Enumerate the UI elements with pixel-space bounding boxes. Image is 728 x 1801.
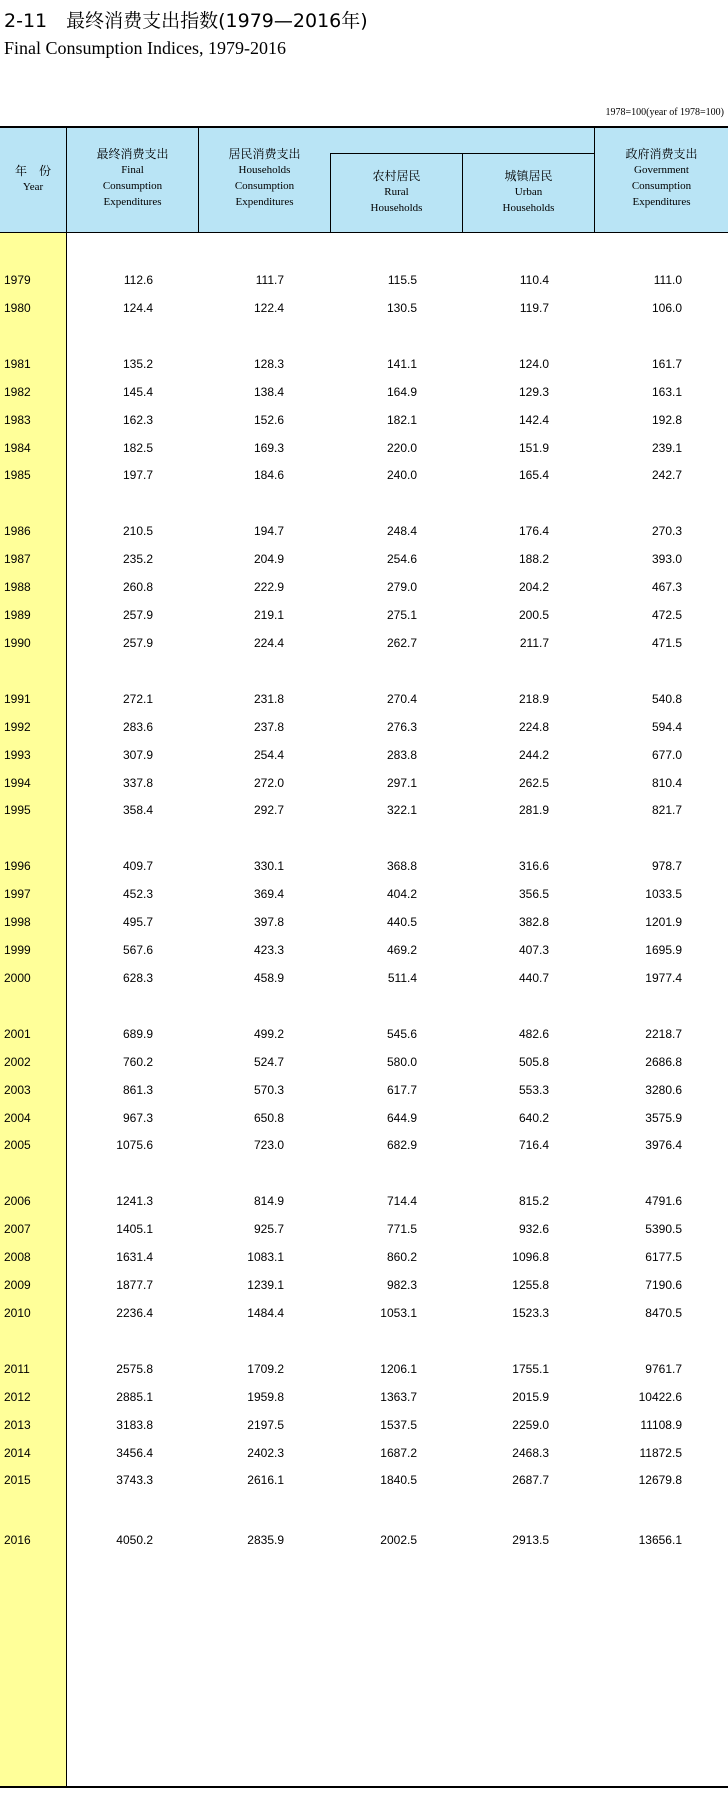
year-cell: 2001 (4, 1026, 31, 1041)
rural-households-cell: 860.2 (386, 1250, 417, 1265)
year-cell: 1982 (4, 384, 31, 399)
table-row (0, 1025, 728, 1045)
households-consumption-cell: 1959.8 (247, 1389, 284, 1404)
rural-households-cell: 617.7 (386, 1082, 417, 1097)
final-consumption-cell: 272.1 (122, 691, 153, 706)
final-consumption-cell: 689.9 (122, 1026, 153, 1041)
households-consumption-cell: 237.8 (253, 719, 284, 734)
year-cell: 1993 (4, 747, 31, 762)
urban-households-cell: 2468.3 (512, 1445, 549, 1460)
government-consumption-cell: 821.7 (651, 803, 682, 818)
households-consumption-cell: 330.1 (253, 859, 284, 874)
rural-households-cell: 644.9 (386, 1110, 417, 1125)
unit-note: 1978=100(year of 1978=100) (605, 107, 724, 118)
year-cell: 1997 (4, 887, 31, 902)
households-consumption-cell: 2402.3 (247, 1445, 284, 1460)
households-consumption-cell: 111.7 (255, 273, 284, 287)
rural-households-cell: 440.5 (386, 915, 417, 930)
final-consumption-cell: 257.9 (122, 635, 153, 650)
rural-households-cell: 404.2 (386, 887, 417, 902)
urban-households-cell: 218.9 (518, 691, 549, 706)
government-consumption-cell: 3976.4 (645, 1138, 682, 1153)
government-consumption-cell: 467.3 (651, 580, 682, 595)
table-row (0, 1360, 728, 1380)
households-consumption-cell: 723.0 (253, 1138, 284, 1153)
government-consumption-cell: 1695.9 (645, 943, 682, 957)
urban-households-cell: 356.5 (518, 887, 549, 902)
urban-households-cell: 1096.8 (512, 1250, 549, 1265)
government-consumption-cell: 192.8 (651, 412, 682, 427)
final-consumption-cell: 1877.7 (116, 1278, 153, 1292)
table-row (0, 1136, 728, 1156)
year-cell: 2005 (4, 1138, 31, 1153)
households-consumption-cell: 204.9 (253, 552, 284, 567)
table-row (0, 439, 728, 459)
urban-households-cell: 211.7 (519, 635, 549, 650)
rural-households-cell: 545.6 (386, 1026, 417, 1041)
table-row (0, 1248, 728, 1268)
year-cell: 2007 (4, 1222, 31, 1237)
header-final-consumption: 最终消费支出 Final Consumption Expenditures (96, 147, 169, 208)
households-consumption-cell: 1709.2 (247, 1361, 284, 1376)
year-cell: 2014 (4, 1445, 31, 1460)
government-consumption-cell: 161.7 (651, 356, 682, 371)
rural-households-cell: 270.4 (386, 691, 417, 706)
year-cell: 2010 (4, 1305, 31, 1320)
rural-households-cell: 276.3 (386, 719, 417, 734)
table-row (0, 1192, 728, 1212)
government-consumption-cell: 7190.6 (645, 1278, 682, 1292)
rural-households-cell: 714.4 (386, 1194, 417, 1209)
year-cell: 1995 (4, 803, 31, 818)
urban-households-cell: 2687.7 (512, 1473, 549, 1488)
year-cell: 1994 (4, 775, 31, 790)
header-households-consumption: 居民消费支出 Households Consumption Expenditures (228, 147, 301, 208)
final-consumption-cell: 257.9 (122, 608, 153, 622)
households-consumption-cell: 122.4 (253, 300, 284, 315)
table-row (0, 969, 728, 989)
header-government-consumption: 政府消费支出 Government Consumption Expenditures (625, 147, 698, 208)
government-consumption-cell: 677.0 (651, 747, 682, 762)
households-consumption-cell: 224.4 (253, 635, 284, 650)
header-year: 年 份 Year (14, 164, 51, 193)
year-cell: 1991 (4, 691, 31, 706)
government-consumption-cell: 106.0 (651, 300, 682, 315)
table-row (0, 522, 728, 542)
table-row (0, 690, 728, 710)
households-consumption-cell: 369.4 (253, 887, 284, 902)
households-consumption-cell: 138.4 (253, 384, 284, 399)
final-consumption-cell: 145.4 (122, 384, 153, 399)
table-row (0, 857, 728, 877)
government-consumption-cell: 9761.7 (645, 1361, 682, 1376)
government-consumption-cell: 6177.5 (645, 1250, 682, 1265)
table-row (0, 634, 728, 654)
households-consumption-cell: 650.8 (253, 1110, 284, 1125)
final-consumption-cell: 3456.4 (116, 1445, 153, 1460)
rural-households-cell: 182.1 (386, 412, 417, 427)
government-consumption-cell: 978.7 (651, 859, 682, 874)
table-row (0, 550, 728, 570)
households-consumption-cell: 169.3 (253, 440, 284, 455)
table-row (0, 1531, 728, 1551)
page-title-chinese: 2-11 最终消费支出指数(1979—2016年) (4, 10, 368, 32)
urban-households-cell: 716.4 (518, 1138, 549, 1153)
government-consumption-cell: 163.1 (651, 384, 682, 399)
urban-households-cell: 407.3 (518, 943, 549, 957)
table-row (0, 1276, 728, 1296)
urban-households-cell: 1255.8 (512, 1278, 549, 1292)
households-consumption-cell: 219.1 (253, 608, 284, 622)
year-cell: 2003 (4, 1082, 31, 1097)
government-consumption-cell: 594.4 (651, 719, 682, 734)
year-cell: 2009 (4, 1278, 31, 1292)
year-column-divider (66, 232, 67, 1786)
year-cell: 1979 (4, 273, 31, 287)
government-consumption-cell: 810.4 (651, 775, 682, 790)
urban-households-cell: 440.7 (518, 970, 549, 985)
table-row (0, 606, 728, 626)
rural-households-cell: 254.6 (386, 552, 417, 567)
table-row (0, 1471, 728, 1491)
households-consumption-cell: 1083.1 (247, 1250, 284, 1265)
urban-households-cell: 142.4 (518, 412, 549, 427)
rural-households-cell: 248.4 (386, 524, 417, 539)
government-consumption-cell: 471.5 (651, 635, 682, 650)
rural-households-cell: 1840.5 (380, 1473, 417, 1488)
rural-households-cell: 1687.2 (380, 1445, 417, 1460)
final-consumption-cell: 307.9 (122, 747, 153, 762)
urban-households-cell: 482.6 (518, 1026, 549, 1041)
final-consumption-cell: 135.2 (122, 356, 153, 371)
year-cell: 1980 (4, 300, 31, 315)
page-title-english: Final Consumption Indices, 1979-2016 (4, 38, 286, 58)
rural-households-cell: 297.1 (386, 775, 417, 790)
year-cell: 1988 (4, 580, 31, 595)
header-rural-households: 农村居民 Rural Households (370, 169, 423, 214)
rural-households-cell: 220.0 (386, 440, 417, 455)
final-consumption-cell: 235.2 (122, 552, 153, 567)
table-row (0, 411, 728, 431)
households-consumption-cell: 397.8 (253, 915, 284, 930)
table-row (0, 1081, 728, 1101)
urban-households-cell: 204.2 (518, 580, 549, 595)
final-consumption-cell: 967.3 (122, 1110, 153, 1125)
households-consumption-cell: 184.6 (253, 468, 284, 483)
government-consumption-cell: 1033.5 (645, 887, 682, 902)
urban-households-cell: 262.5 (518, 775, 549, 790)
rural-households-cell: 130.5 (386, 300, 417, 315)
year-cell: 2002 (4, 1054, 31, 1069)
urban-households-cell: 553.3 (518, 1082, 549, 1097)
header-urban-households: 城镇居民 Urban Households (502, 169, 555, 214)
households-consumption-cell: 292.7 (253, 803, 284, 818)
government-consumption-cell: 111.0 (653, 273, 682, 287)
rural-households-cell: 283.8 (386, 747, 417, 762)
households-consumption-cell: 2616.1 (247, 1473, 284, 1488)
rural-households-cell: 469.2 (386, 943, 417, 957)
final-consumption-cell: 358.4 (122, 803, 153, 818)
urban-households-cell: 129.3 (518, 384, 549, 399)
year-cell: 1998 (4, 915, 31, 930)
year-cell: 1990 (4, 635, 31, 650)
government-consumption-cell: 12679.8 (638, 1473, 682, 1488)
final-consumption-cell: 1405.1 (116, 1222, 153, 1237)
rural-households-cell: 164.9 (386, 384, 417, 399)
table-row (0, 801, 728, 821)
urban-households-cell: 124.0 (518, 356, 549, 371)
households-consumption-cell: 925.7 (253, 1222, 284, 1237)
rural-households-cell: 771.5 (386, 1222, 417, 1237)
year-cell: 1996 (4, 859, 31, 874)
final-consumption-cell: 760.2 (122, 1054, 153, 1069)
rural-households-cell: 275.1 (386, 608, 417, 622)
table-row (0, 271, 728, 291)
year-cell: 2004 (4, 1110, 31, 1125)
table-row (0, 299, 728, 319)
government-consumption-cell: 239.1 (651, 440, 682, 455)
rural-households-cell: 240.0 (386, 468, 417, 483)
final-consumption-cell: 337.8 (122, 775, 153, 790)
government-consumption-cell: 8470.5 (645, 1305, 682, 1320)
rural-households-cell: 322.1 (386, 803, 417, 818)
households-consumption-cell: 2197.5 (247, 1417, 284, 1432)
households-consumption-cell: 231.8 (253, 691, 284, 706)
urban-households-cell: 119.7 (519, 300, 549, 315)
year-cell: 2015 (4, 1473, 31, 1488)
urban-households-cell: 316.6 (518, 859, 549, 874)
table-row (0, 383, 728, 403)
urban-households-cell: 188.2 (518, 552, 549, 567)
households-consumption-cell: 814.9 (253, 1194, 284, 1209)
final-consumption-cell: 409.7 (122, 859, 153, 874)
rural-households-cell: 1363.7 (380, 1389, 417, 1404)
final-consumption-cell: 112.6 (123, 273, 153, 287)
rural-households-cell: 1053.1 (380, 1305, 417, 1320)
households-consumption-cell: 423.3 (253, 943, 284, 957)
final-consumption-cell: 495.7 (122, 915, 153, 930)
rural-households-cell: 682.9 (386, 1138, 417, 1153)
final-consumption-cell: 1631.4 (116, 1250, 153, 1265)
urban-households-cell: 1755.1 (512, 1361, 549, 1376)
urban-households-cell: 1523.3 (512, 1305, 549, 1320)
urban-households-cell: 281.9 (518, 803, 549, 818)
year-cell: 2011 (4, 1361, 30, 1376)
final-consumption-cell: 628.3 (122, 970, 153, 985)
rural-households-cell: 511.4 (387, 970, 417, 985)
table-row (0, 1053, 728, 1073)
government-consumption-cell: 4791.6 (645, 1194, 682, 1209)
households-consumption-cell: 2835.9 (247, 1533, 284, 1548)
rural-households-cell: 115.5 (387, 273, 417, 287)
year-cell: 1987 (4, 552, 31, 567)
government-consumption-cell: 270.3 (651, 524, 682, 539)
government-consumption-cell: 393.0 (651, 552, 682, 567)
government-consumption-cell: 2686.8 (645, 1054, 682, 1069)
government-consumption-cell: 242.7 (651, 468, 682, 483)
year-cell: 1981 (4, 356, 31, 371)
rural-households-cell: 262.7 (386, 635, 417, 650)
urban-households-cell: 815.2 (518, 1194, 549, 1209)
table-row (0, 774, 728, 794)
final-consumption-cell: 162.3 (122, 412, 153, 427)
government-consumption-cell: 1977.4 (645, 970, 682, 985)
year-cell: 1985 (4, 468, 31, 483)
final-consumption-cell: 2575.8 (116, 1361, 153, 1376)
households-consumption-cell: 1239.1 (247, 1278, 284, 1292)
year-cell: 2012 (4, 1389, 31, 1404)
urban-households-cell: 505.8 (518, 1054, 549, 1069)
year-cell: 1999 (4, 943, 31, 957)
government-consumption-cell: 2218.7 (645, 1026, 682, 1041)
urban-households-cell: 932.6 (518, 1222, 549, 1237)
households-consumption-cell: 458.9 (253, 970, 284, 985)
final-consumption-cell: 567.6 (122, 943, 153, 957)
final-consumption-cell: 283.6 (122, 719, 153, 734)
final-consumption-cell: 1075.6 (116, 1138, 153, 1153)
final-consumption-cell: 197.7 (122, 468, 153, 483)
final-consumption-cell: 1241.3 (116, 1194, 153, 1209)
urban-households-cell: 640.2 (518, 1110, 549, 1125)
final-consumption-cell: 210.5 (122, 524, 153, 539)
urban-households-cell: 2913.5 (512, 1533, 549, 1548)
table-row (0, 1416, 728, 1436)
government-consumption-cell: 11108.9 (640, 1417, 682, 1432)
government-consumption-cell: 5390.5 (645, 1222, 682, 1237)
rural-households-cell: 982.3 (386, 1278, 417, 1292)
table-row (0, 718, 728, 738)
rural-households-cell: 1537.5 (380, 1417, 417, 1432)
households-consumption-cell: 499.2 (253, 1026, 284, 1041)
table-bottom-rule (0, 1786, 728, 1788)
year-cell: 1986 (4, 524, 31, 539)
table-row (0, 1388, 728, 1408)
urban-households-cell: 110.4 (519, 273, 549, 287)
final-consumption-cell: 4050.2 (116, 1533, 153, 1548)
urban-households-cell: 244.2 (518, 747, 549, 762)
final-consumption-cell: 3183.8 (116, 1417, 153, 1432)
government-consumption-cell: 472.5 (651, 608, 682, 622)
table-row (0, 1304, 728, 1324)
government-consumption-cell: 13656.1 (638, 1533, 682, 1548)
table-row (0, 885, 728, 905)
year-cell: 2008 (4, 1250, 31, 1265)
urban-households-cell: 382.8 (518, 915, 549, 930)
urban-households-cell: 224.8 (518, 719, 549, 734)
urban-households-cell: 151.9 (518, 440, 549, 455)
households-consumption-cell: 272.0 (253, 775, 284, 790)
rural-households-cell: 279.0 (386, 580, 417, 595)
households-consumption-cell: 524.7 (253, 1054, 284, 1069)
year-cell: 2006 (4, 1194, 31, 1209)
rural-households-cell: 368.8 (386, 859, 417, 874)
year-cell: 2016 (4, 1533, 31, 1548)
rural-households-cell: 1206.1 (380, 1361, 417, 1376)
final-consumption-cell: 3743.3 (116, 1473, 153, 1488)
government-consumption-cell: 10422.6 (638, 1389, 682, 1404)
households-consumption-cell: 194.7 (253, 524, 284, 539)
year-cell: 1992 (4, 719, 31, 734)
table-row (0, 941, 728, 961)
households-consumption-cell: 1484.4 (247, 1305, 284, 1320)
table-row (0, 1109, 728, 1129)
households-consumption-cell: 570.3 (253, 1082, 284, 1097)
table-row (0, 913, 728, 933)
rural-households-cell: 580.0 (386, 1054, 417, 1069)
table-row (0, 578, 728, 598)
table-row (0, 1220, 728, 1240)
year-cell: 1989 (4, 608, 31, 622)
final-consumption-cell: 182.5 (122, 440, 153, 455)
year-cell: 1983 (4, 412, 31, 427)
table-row (0, 1444, 728, 1464)
households-consumption-cell: 222.9 (253, 580, 284, 595)
year-cell: 1984 (4, 440, 31, 455)
urban-households-cell: 200.5 (518, 608, 549, 622)
final-consumption-cell: 452.3 (122, 887, 153, 902)
header-bottom-rule (0, 232, 728, 233)
final-consumption-cell: 124.4 (122, 300, 153, 315)
urban-households-cell: 2015.9 (512, 1389, 549, 1404)
urban-households-cell: 165.4 (518, 468, 549, 483)
urban-households-cell: 2259.0 (512, 1417, 549, 1432)
government-consumption-cell: 11872.5 (639, 1445, 682, 1460)
government-consumption-cell: 3280.6 (645, 1082, 682, 1097)
households-consumption-cell: 128.3 (253, 356, 284, 371)
government-consumption-cell: 1201.9 (645, 915, 682, 930)
table-row (0, 355, 728, 375)
final-consumption-cell: 861.3 (122, 1082, 153, 1097)
government-consumption-cell: 540.8 (651, 691, 682, 706)
final-consumption-cell: 2885.1 (116, 1389, 153, 1404)
government-consumption-cell: 3575.9 (645, 1110, 682, 1125)
households-consumption-cell: 254.4 (253, 747, 284, 762)
year-cell: 2013 (4, 1417, 31, 1432)
year-cell: 2000 (4, 970, 31, 985)
table-row (0, 466, 728, 486)
final-consumption-cell: 260.8 (122, 580, 153, 595)
rural-households-cell: 2002.5 (380, 1533, 417, 1548)
final-consumption-cell: 2236.4 (116, 1305, 153, 1320)
households-consumption-cell: 152.6 (253, 412, 284, 427)
urban-households-cell: 176.4 (518, 524, 549, 539)
rural-households-cell: 141.1 (386, 356, 417, 371)
header-subdivider (330, 153, 594, 154)
table-row (0, 746, 728, 766)
